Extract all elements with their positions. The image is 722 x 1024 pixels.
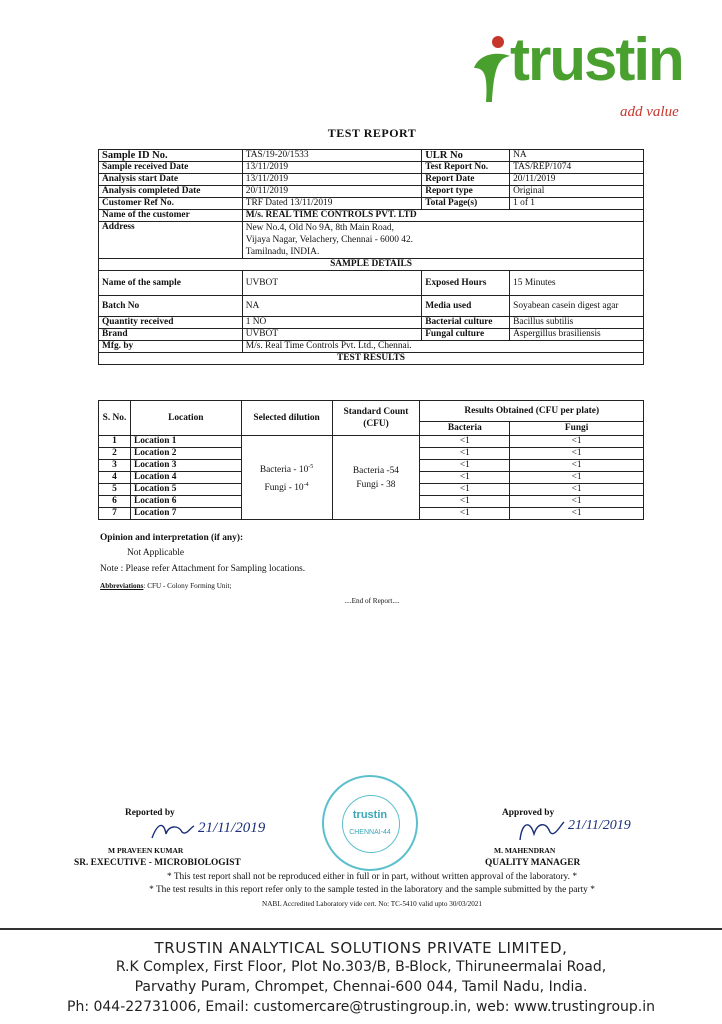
- col-sno-header: S. No.: [99, 401, 131, 436]
- disclaimer-line-1: * This test report shall not be reproduced either in full or in part, without written approval of the laboratory. *: [166, 872, 578, 882]
- row-bacteria: <1: [420, 460, 510, 472]
- standard-count-cell: [332, 436, 420, 520]
- row-location: Location 6: [130, 496, 241, 508]
- analysis-start-label: Analysis start Date: [99, 174, 243, 186]
- customer-name-value: M/s. REAL TIME CONTROLS PVT. LTD: [242, 210, 643, 222]
- row-bacteria: <1: [420, 472, 510, 484]
- page-title: TEST REPORT: [327, 126, 417, 140]
- row-location: Location 5: [130, 484, 241, 496]
- ulr-value: NA: [510, 150, 644, 162]
- total-pages-value: 1 of 1: [510, 198, 644, 210]
- analysis-start-value: 13/11/2019: [242, 174, 421, 186]
- company-logo: [470, 26, 690, 125]
- dilution-cell: [241, 436, 332, 520]
- report-type-label: Report type: [422, 186, 510, 198]
- approved-by-caption: Approved by: [502, 808, 555, 818]
- row-fungi: <1: [510, 472, 644, 484]
- row-sno: 2: [99, 448, 131, 460]
- brand-value: UVBOT: [242, 329, 421, 341]
- table-row: [99, 436, 644, 448]
- col-obtained-header: Results Obtained (CFU per plate): [420, 401, 644, 422]
- standard-fungi: Fungi - 38: [356, 479, 396, 490]
- row-fungi: <1: [510, 508, 644, 520]
- footer-divider: [0, 928, 722, 930]
- company-seal: [322, 775, 418, 871]
- abbreviations-label: Abbreviations: [100, 582, 144, 590]
- dilution-fungi-text: Fungi - 10: [264, 482, 304, 493]
- fungal-culture-value: Aspergillus brasiliensis: [510, 329, 644, 341]
- dilution-bacteria-exp: -5: [308, 464, 314, 471]
- row-sno: 4: [99, 472, 131, 484]
- test-report-no-label: Test Report No.: [422, 162, 510, 174]
- brand-name: trustin: [510, 26, 683, 93]
- reported-signature-mark: [148, 818, 196, 844]
- leaf-icon: [470, 34, 514, 104]
- received-label: Sample received Date: [99, 162, 243, 174]
- row-location: Location 3: [130, 460, 241, 472]
- customer-ref-label: Customer Ref No.: [99, 198, 243, 210]
- address-line: New No.4, Old No 9A, 8th Main Road,: [245, 223, 394, 233]
- test-results-heading: TEST RESULTS: [99, 353, 644, 365]
- customer-ref-value: TRF Dated 13/11/2019: [242, 198, 421, 210]
- report-date-value: 20/11/2019: [510, 174, 644, 186]
- mfg-value: M/s. Real Time Controls Pvt. Ltd., Chennai.: [242, 341, 643, 353]
- seal-inner-ring: [342, 795, 400, 853]
- row-sno: 3: [99, 460, 131, 472]
- exposed-hours-value: 15 Minutes: [510, 271, 644, 296]
- sample-name-label: Name of the sample: [99, 271, 243, 296]
- approved-signature-date: 21/11/2019: [568, 818, 631, 833]
- footer-company: TRUSTIN ANALYTICAL SOLUTIONS PRIVATE LIMITED,: [154, 939, 568, 957]
- row-location: Location 7: [130, 508, 241, 520]
- analysis-completed-value: 20/11/2019: [242, 186, 421, 198]
- footer-address-1: R.K Complex, First Floor, Plot No.303/B, B-Block, Thiruneermalai Road,: [115, 959, 607, 975]
- mfg-label: Mfg. by: [99, 341, 243, 353]
- address-line: Vijaya Nagar, Velachery, Chennai - 6000 42.: [245, 235, 413, 245]
- report-info-table: [98, 149, 644, 365]
- bacterial-culture-value: Bacillus subtilis: [510, 317, 644, 329]
- approved-designation: QUALITY MANAGER: [485, 858, 581, 868]
- ulr-label: ULR No: [422, 150, 510, 162]
- row-location: Location 4: [130, 472, 241, 484]
- row-sno: 1: [99, 436, 131, 448]
- row-sno: 7: [99, 508, 131, 520]
- row-bacteria: <1: [420, 484, 510, 496]
- row-fungi: <1: [510, 460, 644, 472]
- customer-name-label: Name of the customer: [99, 210, 243, 222]
- address-line: Tamilnadu, INDIA.: [245, 247, 320, 257]
- row-location: Location 2: [130, 448, 241, 460]
- report-type-value: Original: [510, 186, 644, 198]
- sample-id-label: Sample ID No.: [99, 150, 243, 162]
- test-report-no-value: TAS/REP/1074: [510, 162, 644, 174]
- end-of-report: ....End of Report....: [344, 597, 400, 605]
- media-label: Media used: [422, 296, 510, 317]
- approved-name: M. MAHENDRAN: [494, 846, 556, 855]
- row-sno: 5: [99, 484, 131, 496]
- batch-label: Batch No: [99, 296, 243, 317]
- dilution-fungi: [245, 478, 329, 495]
- row-bacteria: <1: [420, 448, 510, 460]
- bacterial-culture-label: Bacterial culture: [422, 317, 510, 329]
- sample-name-value: UVBOT: [242, 271, 421, 296]
- address-value: [242, 222, 643, 259]
- total-pages-label: Total Page(s): [422, 198, 510, 210]
- footer-contact: Ph: 044-22731006, Email: customercare@trustingroup.in, web: www.trustingroup.in: [67, 999, 655, 1015]
- col-location-header: Location: [130, 401, 241, 436]
- row-bacteria: <1: [420, 496, 510, 508]
- quantity-value: 1 NO: [242, 317, 421, 329]
- row-fungi: <1: [510, 436, 644, 448]
- nabl-line: NABL Accredited Laboratory vide cert. No: TC-5410 valid upto 30/03/2021: [262, 900, 482, 908]
- standard-bacteria: Bacteria -54: [352, 465, 399, 476]
- received-value: 13/11/2019: [242, 162, 421, 174]
- exposed-hours-label: Exposed Hours: [422, 271, 510, 296]
- standard-header-line: (CFU): [363, 419, 389, 429]
- col-dilution-header: Selected dilution: [241, 401, 332, 436]
- brand-label: Brand: [99, 329, 243, 341]
- standard-header-line: Standard Count: [343, 407, 409, 417]
- sample-id-value: TAS/19-20/1533: [242, 150, 421, 162]
- brand-tagline: add value: [620, 104, 679, 120]
- row-bacteria: <1: [420, 508, 510, 520]
- col-fungi-header: Fungi: [510, 422, 644, 436]
- row-fungi: <1: [510, 496, 644, 508]
- test-results-table: [98, 400, 644, 520]
- col-standard-header: [332, 401, 420, 436]
- seal-brand: trustin: [352, 809, 388, 821]
- col-bacteria-header: Bacteria: [420, 422, 510, 436]
- batch-value: NA: [242, 296, 421, 317]
- row-location: Location 1: [130, 436, 241, 448]
- row-fungi: <1: [510, 484, 644, 496]
- address-label: Address: [99, 222, 243, 259]
- sample-details-heading: SAMPLE DETAILS: [99, 259, 644, 271]
- footer-address-2: Parvathy Puram, Chrompet, Chennai-600 044, Tamil Nadu, India.: [134, 979, 588, 995]
- note: Note : Please refer Attachment for Sampling locations.: [100, 564, 306, 574]
- abbreviations-value: : CFU - Colony Forming Unit;: [143, 582, 232, 590]
- analysis-completed-label: Analysis completed Date: [99, 186, 243, 198]
- media-value: Soyabean casein digest agar: [510, 296, 644, 317]
- opinion-value: Not Applicable: [127, 548, 185, 558]
- row-bacteria: <1: [420, 436, 510, 448]
- reported-designation: SR. EXECUTIVE - MICROBIOLOGIST: [74, 858, 241, 868]
- fungal-culture-label: Fungal culture: [422, 329, 510, 341]
- row-fungi: <1: [510, 448, 644, 460]
- reported-by-caption: Reported by: [125, 808, 175, 818]
- seal-city: CHENNAI-44: [349, 829, 391, 836]
- quantity-label: Quantity received: [99, 317, 243, 329]
- dilution-bacteria-text: Bacteria - 10: [259, 465, 309, 476]
- abbreviations: [100, 582, 231, 590]
- dilution-fungi-exp: -4: [303, 481, 309, 488]
- approved-signature-mark: [516, 816, 566, 846]
- reported-signature-date: 21/11/2019: [198, 820, 266, 836]
- dilution-bacteria: [245, 460, 329, 477]
- reported-name: M PRAVEEN KUMAR: [108, 846, 184, 855]
- disclaimer-line-2: * The test results in this report refer only to the sample tested in the laboratory and the sample submitted by the party *: [149, 885, 595, 895]
- opinion-label: Opinion and interpretation (if any):: [100, 533, 244, 543]
- report-date-label: Report Date: [422, 174, 510, 186]
- row-sno: 6: [99, 496, 131, 508]
